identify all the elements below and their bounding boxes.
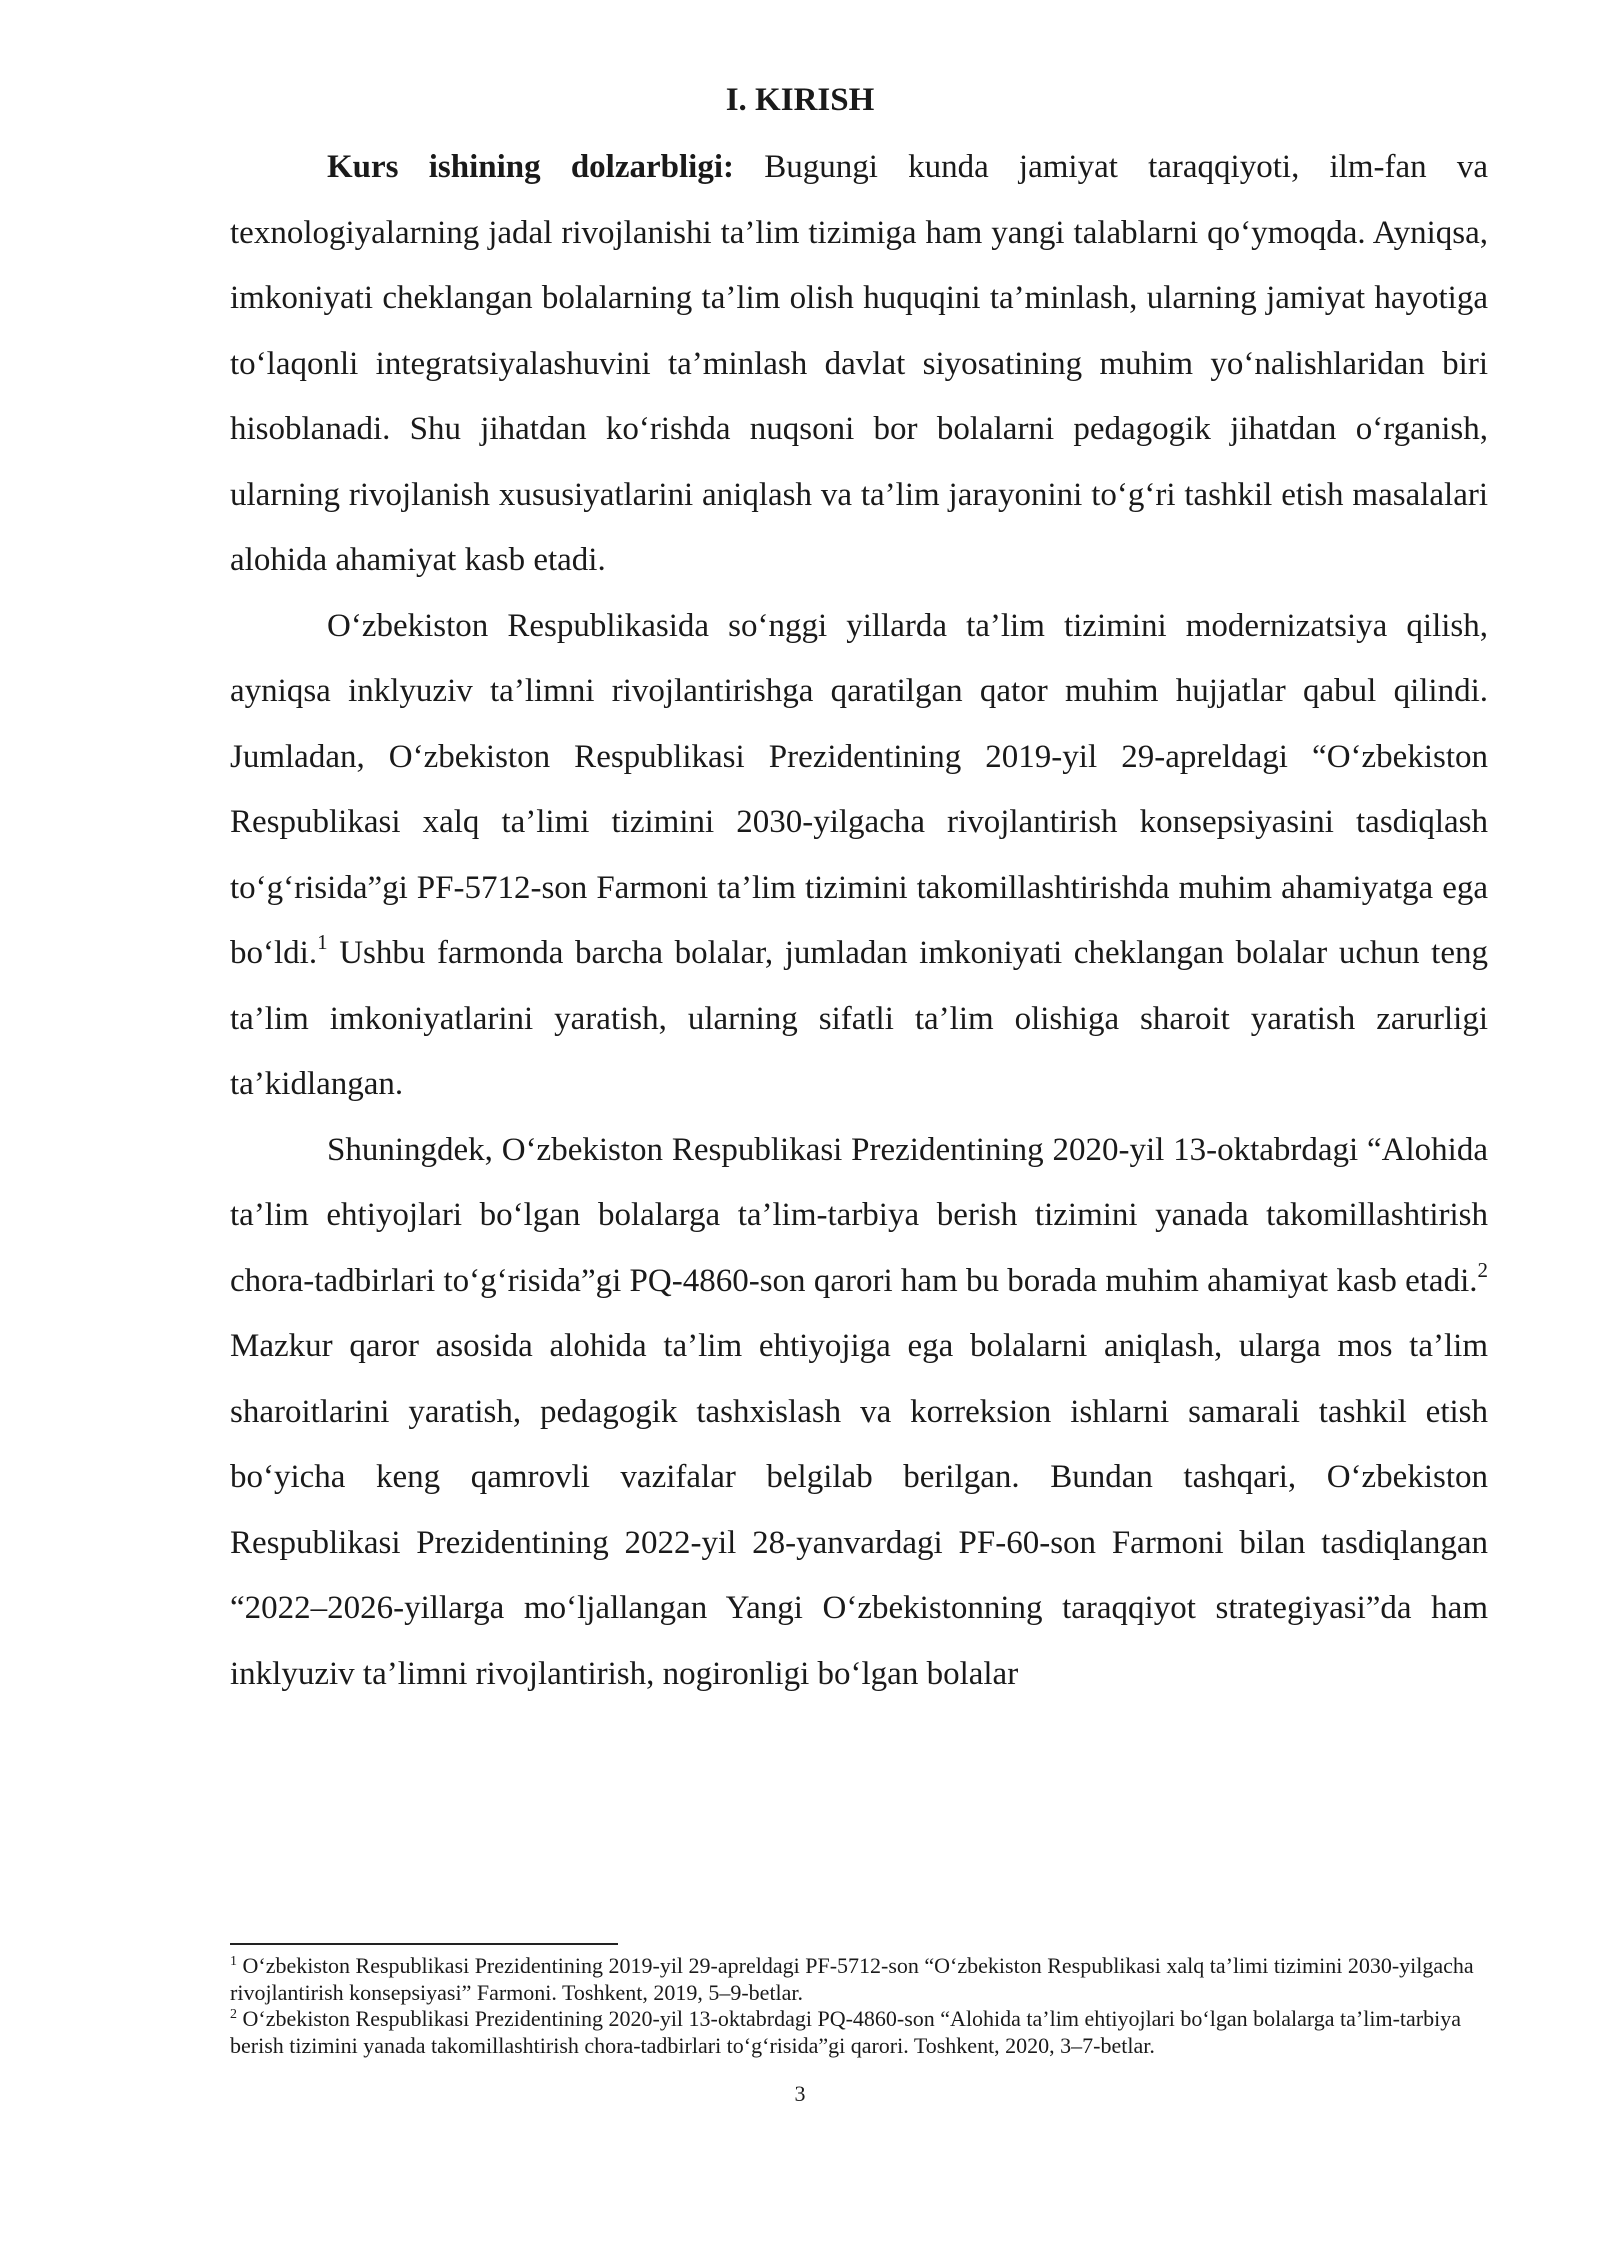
- footnotes: [230, 1953, 1488, 2059]
- footnote-reference[interactable]: 2: [1477, 1257, 1488, 1282]
- paragraph-relevance: [230, 135, 1488, 594]
- footnote-number: 2: [230, 2007, 237, 2022]
- footnote-separator: [230, 1943, 618, 1945]
- footnote-reference[interactable]: 1: [317, 930, 328, 954]
- paragraph-text: Shuningdek, O‘zbekiston Respublikasi Prezidentining 2020-yil 13-oktabrdagi “Alohida ta’lim ehtiyojlari bo‘lgan bolalarga ta’lim-tarbiya berish tizimini yanada takomillashtirish chora-tadbirlari to‘g‘risida”gi PQ-4860-son qarori ham bu borada muhim ahamiyat kasb etadi.: [230, 1131, 1488, 1299]
- paragraph-text: O‘zbekiston Respublikasida so‘nggi yillarda ta’lim tizimini modernizatsiya qilish, ayniqsa inklyuziv ta’limni rivojlantirishga qaratilgan qator muhim hujjatlar qabul qilindi. Jumladan, O‘zbekiston Respublikasi Prezidentining 2019-yil 29-apreldagi “O‘zbekiston Respublikasi xalq ta’limi tizimini 2030-yilgacha rivojlantirish konsepsiyasini tasdiqlash to‘g‘risida”gi PF-5712-son Farmoni ta’lim tizimini takomillashtirishda muhim ahamiyatga ega bo‘ldi.: [230, 607, 1488, 971]
- paragraph-text: Ushbu farmonda barcha bolalar, jumladan imkoniyati cheklangan bolalar uchun teng ta’lim imkoniyatlarini yaratish, ularning sifatli ta’lim olishiga sharoit yaratish zarurligi ta’kidlangan.: [230, 935, 1488, 1102]
- paragraph-text: Bugungi kunda jamiyat taraqqiyoti, ilm-fan va texnologiyalarning jadal rivojlanishi ta’lim tizimiga ham yangi talablarni qo‘ymoqda. Ayniqsa, imkoniyati cheklangan bolalarning ta’lim olish huquqini ta’minlash, ularning jamiyat hayotiga to‘laqonli integratsiyalashuvini ta’minlash davlat siyosatining muhim yo‘nalishlaridan biri hisoblanadi. Shu jihatdan ko‘rishda nuqsoni bor bolalarni pedagogik jihatdan o‘rganish, ularning rivojlanish xususiyatlarini aniqlash va ta’lim jarayonini to‘g‘ri tashkil etish masalalari alohida ahamiyat kasb etadi.: [230, 149, 1488, 578]
- footnote-number: 1: [230, 1954, 237, 1969]
- footnote-item: [230, 2006, 1488, 2059]
- body-text: [230, 135, 1488, 1707]
- footnote-text: O‘zbekiston Respublikasi Prezidentining 2020-yil 13-oktabrdagi PQ-4860-son “Alohida ta’lim ehtiyojlari bo‘lgan bolalarga ta’lim-tarbiya berish tizimini yanada takomillashtirish chora-tadbirlari to‘g‘risida”gi qarori. Toshkent, 2020, 3–7-betlar.: [230, 2006, 1461, 2058]
- paragraph-text: Mazkur qaror asosida alohida ta’lim ehtiyojiga ega bolalarni aniqlash, ularga mos ta’lim sharoitlarini yaratish, pedagogik tashxislash va korreksion ishlarni samarali tashkil etish bo‘yicha keng qamrovli vazifalar belgilab berilgan. Bundan tashqari, O‘zbekiston Respublikasi Prezidentining 2022-yil 28-yanvardagi PF-60-son Farmoni bilan tasdiqlangan “2022–2026-yillarga mo‘ljallangan Yangi O‘zbekistonning taraqqiyot strategiyasi”da ham inklyuziv ta’limni rivojlantirish, nogironligi bo‘lgan bolalar: [230, 1328, 1488, 1692]
- paragraph-decree-2019: [230, 594, 1488, 1118]
- section-title: I. KIRISH: [725, 82, 875, 118]
- footnote-text: O‘zbekiston Respublikasi Prezidentining 2019-yil 29-apreldagi PF-5712-son “O‘zbekiston Respublikasi xalq ta’limi tizimini 2030-yilgacha rivojlantirish konsepsiyasi” Farmoni. Toshkent, 2019, 5–9-betlar.: [230, 1953, 1474, 2005]
- page-number: 3: [794, 2081, 806, 2106]
- paragraph-lead-label: Kurs ishining dolzarbligi:: [327, 149, 734, 185]
- paragraph-resolution-2020: [230, 1118, 1488, 1708]
- footnote-item: [230, 1953, 1488, 2006]
